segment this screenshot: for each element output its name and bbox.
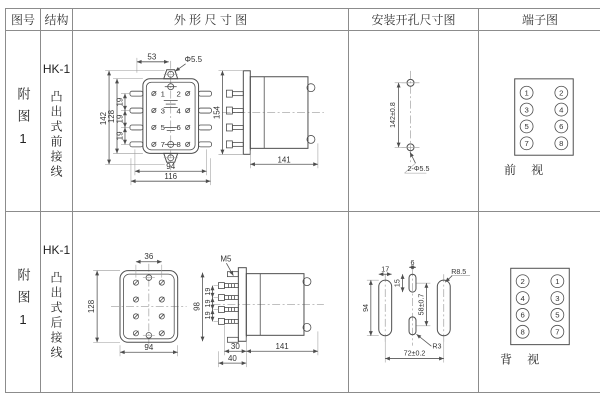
dim-19a: 19 (115, 97, 125, 107)
dim-6: 6 (410, 258, 415, 267)
label-r8-5: R8.5 (451, 268, 467, 277)
dim-53: 53 (147, 52, 157, 62)
dim-19b: 19 (115, 114, 125, 124)
dim-72-0-2: 72±0.2 (403, 349, 426, 358)
row1-outline-cell (73, 31, 349, 212)
relay-side-view (212, 71, 317, 168)
row1-model: HK-1 (42, 62, 71, 76)
row2-outline-cell (73, 212, 349, 393)
row2-mounting-cell (349, 212, 479, 393)
dim-94: 94 (166, 162, 176, 172)
terminal-2: 2 (176, 89, 181, 99)
row1-terminal-cell (479, 31, 600, 212)
term-4: 4 (558, 105, 563, 115)
dim-19b: 19 (204, 299, 213, 308)
dim-141: 141 (275, 342, 289, 352)
dim-19c: 19 (204, 311, 213, 320)
term-5: 5 (523, 122, 529, 132)
dim-94: 94 (361, 303, 370, 312)
dim-19c: 19 (115, 131, 125, 141)
term-3: 3 (554, 293, 560, 303)
dim-58-0-7: 58±0.7 (417, 293, 426, 316)
mounting-dimensions (362, 259, 470, 363)
row1-mounting-cell (349, 31, 479, 212)
terminal-8: 8 (176, 140, 181, 150)
caption-front-view: 前 视 (503, 163, 549, 178)
dim-98: 98 (192, 302, 202, 311)
term-4: 4 (519, 293, 525, 303)
row2-structure-cell (41, 212, 73, 393)
dim-142: 142 (99, 111, 109, 126)
term-8: 8 (519, 327, 525, 337)
label-m5: M5 (220, 254, 232, 264)
dim-116: 116 (164, 172, 178, 182)
dim-40: 40 (227, 354, 237, 364)
dim-15: 15 (393, 279, 402, 288)
row1-fig-no-cell (6, 31, 41, 212)
header-mounting-dims: 安装开孔尺寸图 (349, 9, 479, 31)
term-2: 2 (519, 276, 525, 286)
term-5: 5 (554, 310, 560, 320)
row1-structure-desc: 凸出式前接线 (49, 90, 63, 180)
dim-17: 17 (381, 265, 390, 274)
dim-128: 128 (87, 299, 97, 314)
terminal-5: 5 (160, 123, 165, 133)
term-7: 7 (523, 139, 529, 149)
term-1: 1 (523, 88, 529, 98)
row2-model: HK-1 (42, 243, 71, 257)
header-terminal-diagram: 端子图 (479, 9, 600, 31)
row2-terminal-diagram (480, 212, 600, 392)
dim-94: 94 (144, 343, 154, 353)
row2-mounting-drawing (349, 212, 478, 392)
term-8: 8 (558, 139, 563, 149)
term-3: 3 (523, 105, 529, 115)
row1-terminal-diagram (480, 31, 600, 211)
row2-fig-no: 附图1 (15, 268, 31, 336)
caption-rear-view: 背 视 (499, 352, 545, 367)
dim-141: 141 (277, 155, 291, 165)
header-outline-dims: 外 形 尺 寸 图 (73, 9, 349, 31)
row2-terminal-cell (479, 212, 600, 393)
row2-fig-no-cell (6, 212, 41, 393)
row2-structure-desc: 凸出式后接线 (49, 271, 63, 361)
dim-30: 30 (230, 342, 240, 352)
relay-side-view-rear (193, 255, 318, 367)
header-structure: 结构 (41, 9, 73, 31)
label-r3: R3 (432, 342, 442, 351)
dim-142-0-8: 142±0.8 (389, 102, 398, 128)
row1-outline-drawing (73, 31, 348, 211)
row1-structure-cell (41, 31, 73, 212)
terminal-3: 3 (160, 106, 165, 116)
term-6: 6 (519, 310, 525, 320)
dim-19a: 19 (204, 287, 213, 296)
terminal-6: 6 (176, 123, 181, 133)
terminal-7: 7 (160, 140, 165, 150)
header-fig-no: 图号 (6, 9, 41, 31)
dim-36: 36 (144, 252, 154, 262)
terminal-4: 4 (176, 106, 181, 116)
relay-rear-body (87, 252, 178, 356)
dim-128: 128 (107, 109, 117, 124)
row1-mounting-drawing (349, 31, 478, 211)
term-1: 1 (554, 276, 560, 286)
terminal-circles-rear (516, 275, 564, 338)
terminal-circles-front (520, 86, 568, 149)
label-2-phi5-5: 2-Φ5.5 (407, 165, 430, 174)
dim-phi5-5: Φ5.5 (184, 54, 203, 64)
front-dimensions (99, 52, 210, 185)
terminal-1: 1 (160, 89, 165, 99)
rear-studs (218, 283, 238, 325)
term-2: 2 (558, 88, 563, 98)
row2-outline-drawing (73, 212, 348, 392)
term-7: 7 (554, 327, 560, 337)
dim-154: 154 (212, 105, 222, 120)
spec-table (5, 8, 600, 393)
row1-fig-no: 附图1 (15, 87, 31, 155)
side-terminals (226, 90, 243, 148)
term-6: 6 (558, 122, 563, 132)
